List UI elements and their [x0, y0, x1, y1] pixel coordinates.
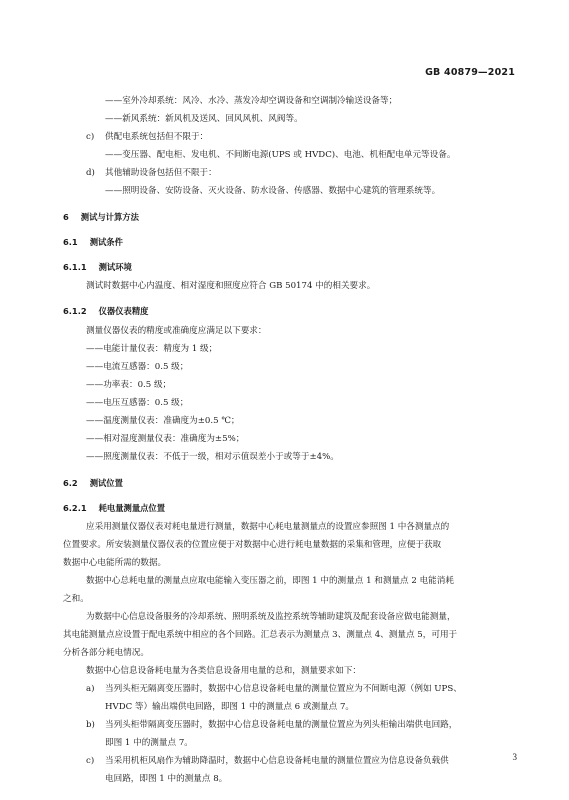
list-item: ——电流互感器：0.5 级；: [86, 362, 189, 372]
body-text: 位置要求。所安装测量仪器仪表的位置应便于对数据中心进行耗电量数据的采集和管理，应便于获取: [63, 540, 442, 550]
section-title: 测试位置: [89, 478, 123, 488]
list-item: ——电压互感器：0.5 级；: [86, 398, 189, 408]
list-item: ——变压器、配电柜、发电机、不间断电源(UPS 或 HVDC)、电池、机柜配电单元等设备。: [105, 150, 456, 160]
body-text: 之和。: [63, 594, 89, 604]
list-item: ——功率表：0.5 级；: [86, 380, 172, 390]
list-item: ——电能计量仪表：精度为 1 级；: [86, 344, 218, 354]
section-number: 6.1.2: [63, 306, 87, 316]
list-item: 电回路，即图 1 中的测量点 8。: [105, 774, 228, 784]
list-marker: d): [86, 168, 95, 178]
list-item: ——室外冷却系统：风冷、水冷、蒸发冷却空调设备和空调制冷输送设备等；: [105, 96, 398, 106]
section-number: 6.1.1: [63, 262, 87, 272]
section-heading: [63, 211, 139, 223]
section-number: 6.2: [63, 478, 78, 488]
list-item: 供配电系统包括但不限于：: [105, 132, 209, 142]
body-text: 应采用测量仪器仪表对耗电量进行测量，数据中心耗电量测量点的设置应参照图 1 中各测量点的: [86, 522, 450, 532]
section-title: 耗电量测量点位置: [98, 503, 166, 513]
body-text: 为数据中心信息设备服务的冷却系统、照明系统及监控系统等辅助建筑及配套设备应做电能测量，: [86, 612, 456, 622]
section-heading: [63, 502, 165, 514]
section-heading: [63, 305, 148, 317]
body-text: 分析各部分耗电情况。: [63, 648, 149, 658]
section-title: 测试环境: [98, 262, 132, 272]
body-text: 数据中心信息设备耗电量为各类信息设备用电量的总和，测量要求如下：: [86, 666, 362, 676]
body-text: 测试时数据中心内温度、相对湿度和照度应符合 GB 50174 中的相关要求。: [86, 281, 376, 291]
list-marker: a): [86, 684, 95, 694]
page-number: 3: [512, 752, 517, 762]
body-text: 测量仪器仪表的精度或准确度应满足以下要求：: [86, 326, 267, 336]
list-item: ——照明设备、安防设备、灭火设备、防水设备、传感器、数据中心建筑的管理系统等。: [105, 186, 441, 196]
list-item: HVDC 等）输出端供电回路，即图 1 中的测量点 6 或测量点 7。: [105, 702, 355, 712]
section-heading: [63, 477, 123, 489]
list-item: ——温度测量仪表：准确度为±0.5 ℃；: [86, 416, 240, 426]
section-number: 6.2.1: [63, 503, 87, 513]
body-text: 其电能测量点应设置于配电系统中相应的各个回路。汇总表示为测量点 3、测量点 4、测量点 5，可用于: [63, 630, 458, 640]
section-title: 测试与计算方法: [80, 212, 139, 222]
list-marker: c): [86, 756, 95, 766]
section-title: 仪器仪表精度: [98, 306, 149, 316]
standard-number: GB 40879—2021: [425, 67, 515, 78]
list-item: 即图 1 中的测量点 7。: [105, 738, 193, 748]
section-title: 测试条件: [89, 237, 123, 247]
section-number: 6: [63, 212, 69, 222]
body-text: 数据中心电能所需的数据。: [63, 558, 167, 568]
body-text: 数据中心总耗电量的测量点应取电能输入变压器之前，即图 1 中的测量点 1 和测量点 2 电能消耗: [86, 576, 454, 586]
section-heading: [63, 261, 132, 273]
list-marker: c): [86, 132, 95, 142]
list-item: 当采用机柜风扇作为辅助降温时，数据中心信息设备耗电量的测量位置应为信息设备负载供: [105, 756, 449, 766]
list-item: 其他辅助设备包括但不限于：: [105, 168, 217, 178]
list-item: ——新风系统：新风机及送风、回风风机、风阀等。: [105, 114, 303, 124]
list-item: ——相对湿度测量仪表：准确度为±5%；: [86, 434, 245, 444]
list-item: ——照度测量仪表：不低于一级，相对示值误差小于或等于±4%。: [86, 452, 339, 462]
list-item: 当列头柜无隔离变压器时，数据中心信息设备耗电量的测量位置应为不间断电源（例如 UPS、: [105, 684, 462, 694]
list-item: 当列头柜带隔离变压器时，数据中心信息设备耗电量的测量位置应为列头柜输出端供电回路，: [105, 720, 458, 730]
list-marker: b): [86, 720, 95, 730]
section-heading: [63, 236, 123, 248]
section-number: 6.1: [63, 237, 78, 247]
